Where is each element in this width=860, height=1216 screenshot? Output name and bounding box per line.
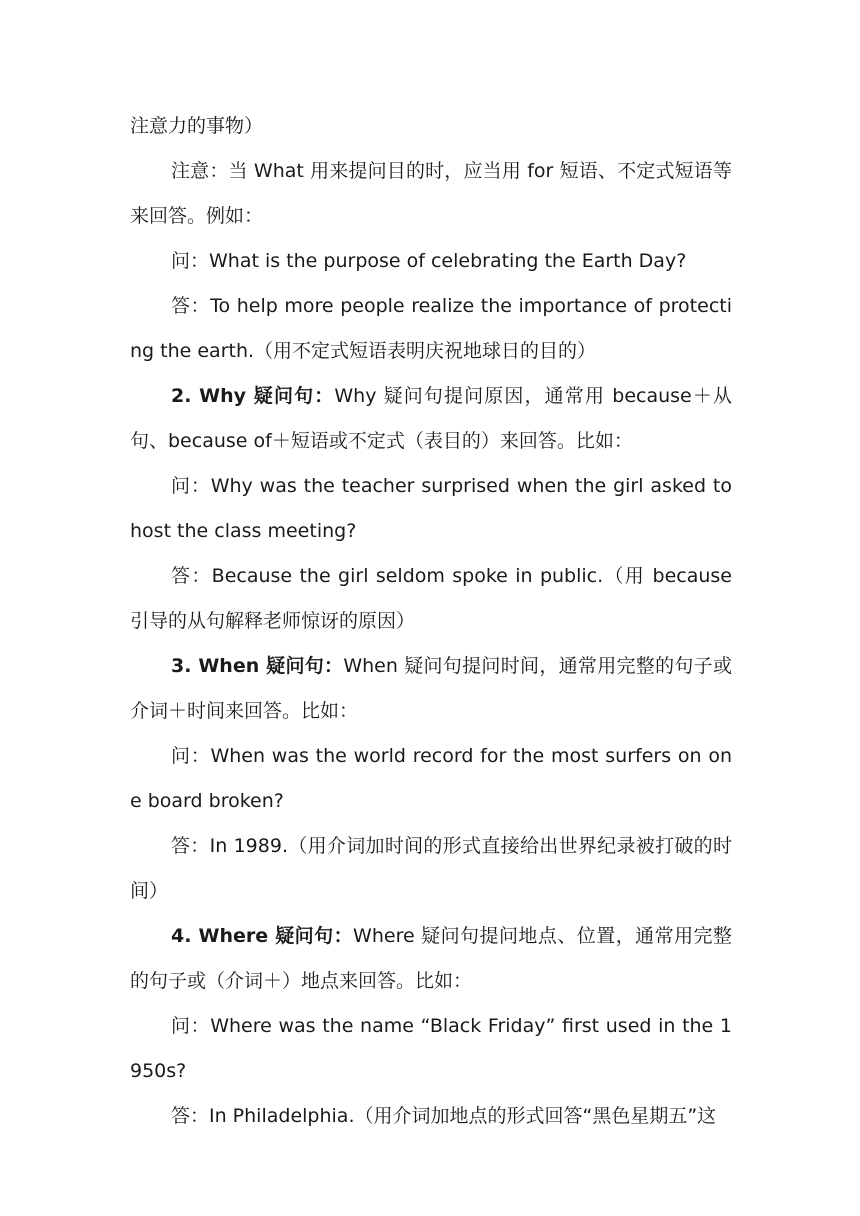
paragraph-answer — [130, 824, 732, 914]
paragraph-question — [130, 239, 732, 284]
section-where-question — [130, 914, 732, 1004]
paragraph-answer — [130, 284, 732, 374]
paragraph-note — [130, 149, 732, 239]
paragraph-text: 答：In 1989.（用介词加时间的形式直接给出世界纪录被打破的时间） — [130, 835, 732, 902]
paragraph-text: 问：When was the world record for the most surfers on one board broken? — [130, 745, 732, 812]
paragraph-text: 注意：当 What 用来提问目的时，应当用 for 短语、不定式短语等来回答。例如： — [130, 160, 732, 227]
paragraph-question — [130, 464, 732, 554]
paragraph-answer — [130, 1094, 732, 1139]
paragraph-continuation — [130, 104, 732, 149]
paragraph-question — [130, 1004, 732, 1094]
paragraph-text: 答：To help more people realize the importance of protecting the earth.（用不定式短语表明庆祝地球日的目的） — [130, 295, 732, 362]
paragraph-text: 注意力的事物） — [130, 115, 264, 137]
paragraph-text: When 疑问句提问时间，通常用完整的句子或介词＋时间来回答。比如： — [130, 655, 732, 722]
paragraph-text: 答：Because the girl seldom spoke in public.（用 because 引导的从句解释老师惊讶的原因） — [130, 565, 732, 632]
document-page — [130, 104, 732, 1139]
paragraph-question — [130, 734, 732, 824]
section-heading: 4. Where 疑问句： — [171, 925, 354, 947]
paragraph-text: 问：Where was the name “Black Friday” first used in the 1950s? — [130, 1015, 732, 1082]
paragraph-text: 问：Why was the teacher surprised when the girl asked to host the class meeting? — [130, 475, 732, 542]
section-heading: 2. Why 疑问句： — [171, 385, 335, 407]
paragraph-text: Why 疑问句提问原因，通常用 because＋从句、because of＋短语或不定式（表目的）来回答。比如： — [130, 385, 733, 452]
section-why-question — [130, 374, 732, 464]
paragraph-answer — [130, 554, 732, 644]
paragraph-text: Where 疑问句提问地点、位置，通常用完整的句子或（介词＋）地点来回答。比如： — [130, 925, 732, 992]
section-when-question — [130, 644, 732, 734]
section-heading: 3. When 疑问句： — [171, 655, 344, 677]
paragraph-text: 问：What is the purpose of celebrating the Earth Day? — [171, 250, 687, 272]
paragraph-text: 答：In Philadelphia.（用介词加地点的形式回答“黑色星期五”这 — [171, 1105, 717, 1127]
